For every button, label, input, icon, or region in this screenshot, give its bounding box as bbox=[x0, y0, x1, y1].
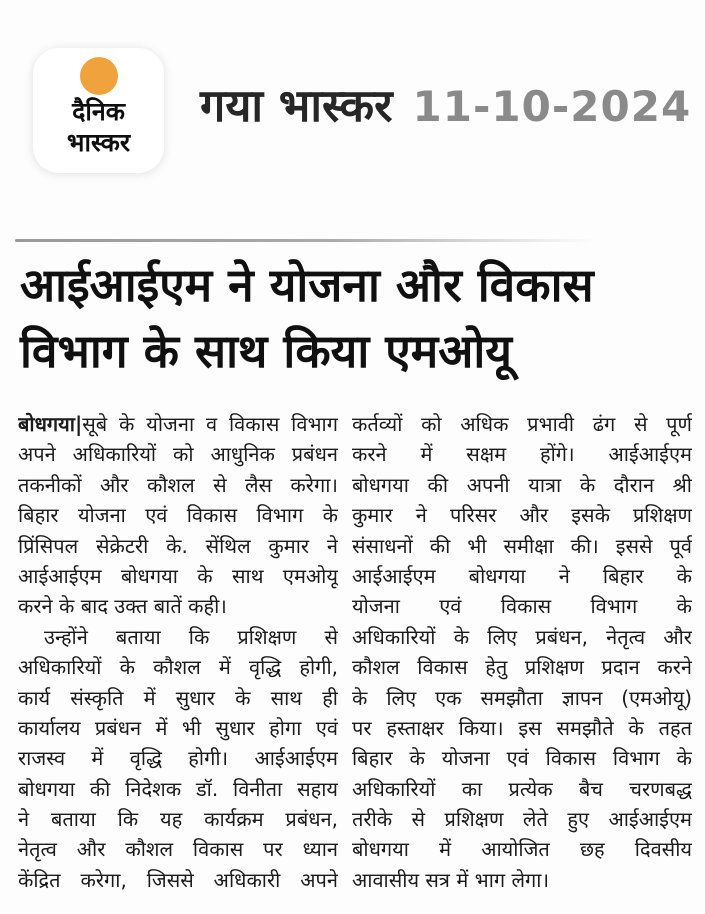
edition-title: गया भास्कर bbox=[200, 79, 393, 132]
article-line: करने के बाद उक्त बातें कही। bbox=[18, 594, 227, 619]
article-line: अधिकारियों के लिए प्रबंधन, नेतृत्व और bbox=[352, 624, 692, 649]
article-line: अधिकारियों के कौशल में वृद्धि होगी, bbox=[18, 655, 338, 680]
article-line: नेतृत्व और कौशल विकास पर ध्यान bbox=[18, 837, 338, 862]
article-line: करने में सक्षम होंगे। आईआईएम bbox=[352, 442, 692, 467]
dateline-bodhgaya: बोधगया| bbox=[18, 412, 83, 436]
article-line: के लिए एक समझौता ज्ञापन (एमओयू) bbox=[352, 685, 692, 710]
article-line: बिहार योजना एवं विकास विभाग के bbox=[18, 503, 338, 528]
article-line: पर हस्ताक्षर किया। इस समझौते के तहत bbox=[352, 715, 692, 740]
article-line: कर्तव्यों को अधिक प्रभावी ढंग से पूर्ण bbox=[352, 412, 692, 436]
logo-text-line1: दैनिक bbox=[72, 97, 125, 126]
issue-date: 11-10-2024 bbox=[412, 82, 692, 131]
article-line: केंद्रित करेगा, जिससे अधिकारी अपने bbox=[18, 867, 338, 892]
article-line: प्रिंसिपल सेक्रेटरी के. सेंथिल कुमार ने bbox=[18, 533, 338, 558]
article-line: बोधगया|सूबे के योजना व विकास विभाग bbox=[18, 412, 338, 436]
headline-line-1: आईआईएम ने योजना और विकास bbox=[20, 258, 594, 312]
article-line: कुमार ने परिसर और इसके प्रशिक्षण bbox=[352, 503, 692, 528]
article-line: बिहार के योजना एवं विकास विभाग के bbox=[352, 746, 692, 771]
article-line: योजना एवं विकास विभाग के bbox=[352, 594, 692, 619]
article-line: तकनीकों और कौशल से लैस करेगा। bbox=[18, 472, 338, 497]
masthead bbox=[200, 74, 691, 135]
article-line: आवासीय सत्र में भाग लेगा। bbox=[352, 867, 550, 892]
article-line: अपने अधिकारियों को आधुनिक प्रबंधन bbox=[18, 442, 338, 467]
article-line: बोधगया की निदेशक डॉ. विनीता सहाय bbox=[18, 776, 338, 801]
article-top-divider bbox=[15, 239, 595, 242]
article-line: कार्य संस्कृति में सुधार के साथ ही bbox=[18, 685, 338, 710]
logo-text-line2: भास्कर bbox=[66, 128, 131, 157]
article-line: उन्होंने बताया कि प्रशिक्षण से bbox=[44, 624, 338, 649]
article-line: कार्यालय प्रबंधन में भी सुधार होगा एवं bbox=[18, 715, 338, 740]
article-column-right bbox=[352, 409, 692, 895]
sun-icon bbox=[80, 57, 118, 95]
article-line: बोधगया में आयोजित छह दिवसीय bbox=[352, 837, 692, 862]
dainik-bhaskar-logo bbox=[33, 48, 164, 173]
article-line: राजस्व में वृद्धि होगी। आईआईएम bbox=[18, 746, 338, 771]
article-line: अधिकारियों का प्रत्येक बैच चरणबद्ध bbox=[352, 776, 692, 801]
article-line: संसाधनों की भी समीक्षा की। इससे पूर्व bbox=[352, 533, 692, 558]
article-line: आईआईएम बोधगया के साथ एमओयू bbox=[18, 563, 338, 588]
article-line: बोधगया की अपनी यात्रा के दौरान श्री bbox=[352, 472, 692, 497]
article-line: आईआईएम बोधगया ने बिहार के bbox=[352, 563, 692, 588]
article-column-left bbox=[18, 409, 338, 895]
article-line: तरीके से प्रशिक्षण लेते हुए आईआईएम bbox=[352, 807, 692, 832]
article-headline bbox=[20, 252, 692, 384]
article-line: ने बताया कि यह कार्यक्रम प्रबंधन, bbox=[18, 807, 338, 832]
article-line: कौशल विकास हेतु प्रशिक्षण प्रदान करने bbox=[352, 655, 692, 680]
headline-line-2: विभाग के साथ किया एमओयू bbox=[20, 324, 512, 378]
